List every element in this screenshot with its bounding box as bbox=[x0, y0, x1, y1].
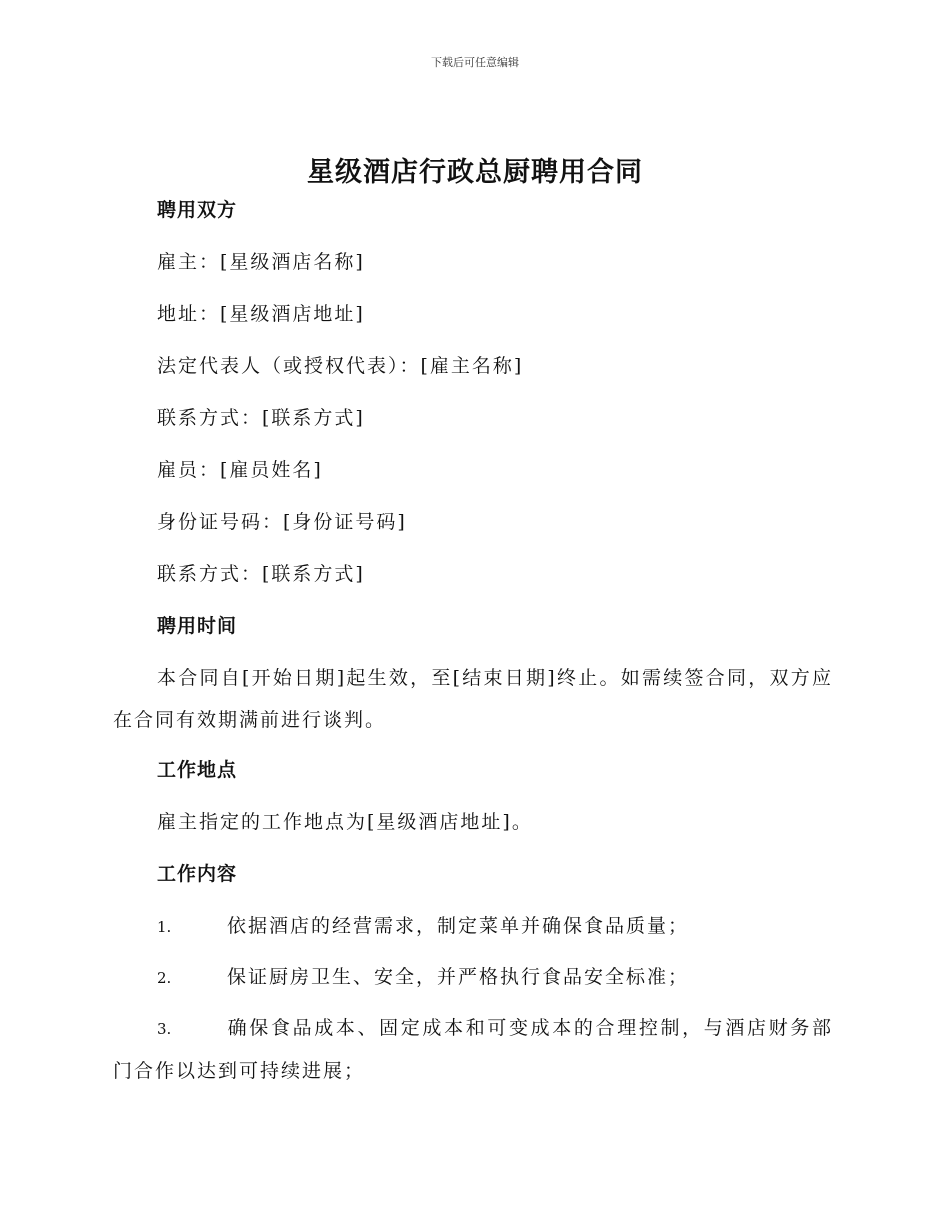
list-item bbox=[113, 1007, 833, 1092]
employer-line: 雇主：[星级酒店名称] bbox=[157, 251, 365, 273]
document-title: 星级酒店行政总厨聘用合同 bbox=[307, 157, 643, 188]
list-number: 1. bbox=[157, 918, 172, 936]
employer-contact-line: 联系方式：[联系方式] bbox=[157, 407, 365, 429]
term-paragraph: 本合同自[开始日期]起生效，至[结束日期]终止。如需续签合同，双方应在合同有效期满前进行谈判。 bbox=[113, 667, 833, 731]
list-text: 确保食品成本、固定成本和可变成本的合理控制，与酒店财务部门合作以达到可持续进展； bbox=[113, 1017, 833, 1082]
list-number: 2. bbox=[157, 969, 172, 987]
section-heading-term: 聘用时间 bbox=[157, 615, 238, 637]
employee-contact-line: 联系方式：[联系方式] bbox=[157, 563, 365, 585]
document-body bbox=[113, 193, 833, 1104]
employee-line: 雇员：[雇员姓名] bbox=[157, 459, 323, 481]
list-item bbox=[113, 905, 833, 948]
section-heading-location: 工作地点 bbox=[157, 759, 238, 781]
list-text: 保证厨房卫生、安全，并严格执行食品安全标准； bbox=[227, 966, 690, 988]
section-heading-parties: 聘用双方 bbox=[157, 199, 238, 221]
list-number: 3. bbox=[157, 1020, 172, 1038]
header-note: 下载后可任意编辑 bbox=[431, 56, 519, 69]
id-number-line: 身份证号码：[身份证号码] bbox=[157, 511, 407, 533]
list-item bbox=[113, 956, 833, 999]
legal-representative-line: 法定代表人（或授权代表）：[雇主名称] bbox=[157, 355, 524, 377]
section-heading-duties: 工作内容 bbox=[157, 863, 238, 885]
address-line: 地址：[星级酒店地址] bbox=[157, 303, 365, 325]
list-text: 依据酒店的经营需求，制定菜单并确保食品质量； bbox=[227, 915, 690, 937]
location-paragraph: 雇主指定的工作地点为[星级酒店地址]。 bbox=[157, 811, 533, 833]
